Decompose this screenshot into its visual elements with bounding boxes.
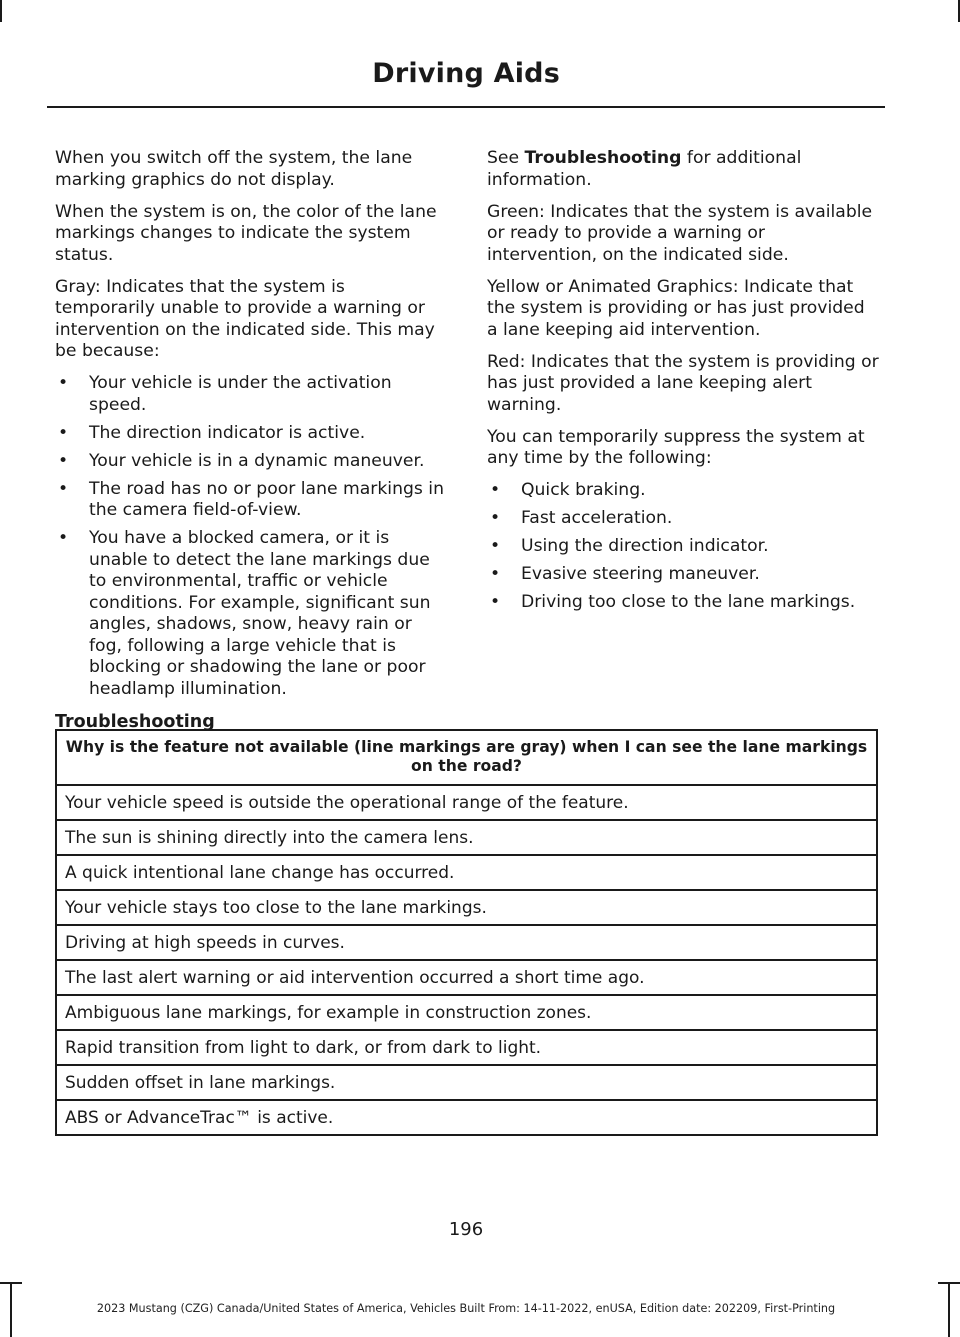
see-troubleshooting-paragraph — [487, 148, 879, 191]
list-item-text: The direction indicator is active. — [89, 422, 366, 443]
page-number: 196 — [448, 1219, 484, 1240]
list-item — [55, 479, 447, 522]
list-item-text: Your vehicle is under the activation speed. — [89, 373, 392, 415]
crop-mark-top-left — [0, 0, 2, 22]
table-row — [56, 855, 877, 890]
paragraph: Red: Indicates that the system is providing or has just provided a lane keeping alert warning. — [487, 351, 879, 415]
bullet-glyph: • — [490, 592, 501, 612]
bullet-list — [55, 373, 447, 700]
table-cell: Rapid transition from light to dark, or from dark to light. — [56, 1030, 877, 1065]
list-item-text: Quick braking. — [521, 480, 646, 500]
table-cell: Sudden offset in lane markings. — [56, 1065, 877, 1100]
table-row — [56, 820, 877, 855]
bullet-glyph: • — [490, 564, 501, 584]
list-item-text: Fast acceleration. — [521, 508, 673, 528]
list-item — [55, 373, 447, 416]
see-suffix: for additional information. — [487, 148, 802, 190]
bullet-glyph: • — [58, 422, 69, 443]
bullet-glyph: • — [58, 478, 69, 499]
table-row — [56, 995, 877, 1030]
list-item-text: Evasive steering maneuver. — [521, 564, 760, 584]
bullet-glyph: • — [490, 480, 501, 500]
troubleshooting-heading: Troubleshooting — [55, 712, 215, 732]
list-item-text: Your vehicle is in a dynamic maneuver. — [89, 450, 425, 471]
paragraph: When you switch off the system, the lane marking graphics do not display. — [55, 148, 413, 190]
list-item — [487, 592, 879, 614]
list-item — [487, 536, 879, 558]
paragraph: Yellow or Animated Graphics: Indicate that the system is providing or has just provided a lane keeping aid intervention. — [487, 276, 865, 340]
table-cell: Your vehicle speed is outside the operational range of the feature. — [56, 785, 877, 820]
table-row — [56, 785, 877, 820]
list-item — [487, 480, 879, 502]
table-row — [56, 1030, 877, 1065]
list-item-text: Driving too close to the lane markings. — [521, 592, 856, 612]
list-item — [487, 564, 879, 586]
troubleshooting-reference[interactable]: Troubleshooting — [524, 148, 682, 168]
list-item — [55, 423, 447, 445]
list-item — [55, 451, 447, 473]
bullet-list — [487, 480, 879, 614]
troubleshooting-table — [55, 729, 878, 1136]
crop-mark-bottom-right-vertical — [948, 1284, 950, 1337]
bullet-glyph: • — [490, 536, 501, 556]
table-cell: A quick intentional lane change has occurred. — [56, 855, 877, 890]
table-cell: The sun is shining directly into the camera lens. — [56, 820, 877, 855]
bullet-glyph: • — [58, 450, 69, 471]
table-header-row — [56, 730, 877, 785]
bullet-glyph: • — [490, 508, 501, 528]
table-header-cell: Why is the feature not available (line markings are gray) when I can see the lane markings on the road? — [56, 730, 877, 785]
footer-edition-info: 2023 Mustang (CZG) Canada/United States of America, Vehicles Built From: 14-11-2022, enUSA, Edition date: 202209, First-Printing — [96, 1302, 836, 1315]
table-row — [56, 1065, 877, 1100]
list-item-text: You have a blocked camera, or it is unable to detect the lane markings due to environmental, traffic or vehicle conditions. For example, significant sun angles, shadows, snow, heavy rain or fog, following a large vehicle that is blocking or shadowing the lane or poor headlamp illumination. — [89, 528, 431, 699]
list-item-text: The road has no or poor lane markings in the camera field-of-view. — [89, 478, 444, 520]
paragraph: You can temporarily suppress the system at any time by the following: — [487, 426, 865, 468]
header-divider — [47, 106, 885, 108]
table-cell: The last alert warning or aid intervention occurred a short time ago. — [56, 960, 877, 995]
table-row — [56, 1100, 877, 1135]
paragraph: Gray: Indicates that the system is temporarily unable to provide a warning or intervention on the indicated side. This may be because: — [55, 276, 435, 361]
right-column — [487, 148, 879, 620]
table-row — [56, 890, 877, 925]
list-item — [487, 508, 879, 530]
list-item-text: Using the direction indicator. — [521, 536, 769, 556]
bullet-glyph: • — [58, 528, 69, 548]
table-cell: Your vehicle stays too close to the lane markings. — [56, 890, 877, 925]
paragraph: When the system is on, the color of the lane markings changes to indicate the system status. — [55, 201, 437, 265]
see-prefix: See — [487, 148, 525, 168]
page-title: Driving Aids — [372, 58, 560, 89]
table-row — [56, 925, 877, 960]
table-cell: Driving at high speeds in curves. — [56, 925, 877, 960]
paragraph: Green: Indicates that the system is available or ready to provide a warning or intervention, on the indicated side. — [487, 201, 873, 265]
table-cell: Ambiguous lane markings, for example in construction zones. — [56, 995, 877, 1030]
list-item — [55, 528, 447, 700]
bullet-glyph: • — [58, 373, 69, 393]
table-cell: ABS or AdvanceTrac™ is active. — [56, 1100, 877, 1135]
left-column — [55, 148, 447, 707]
table-row — [56, 960, 877, 995]
